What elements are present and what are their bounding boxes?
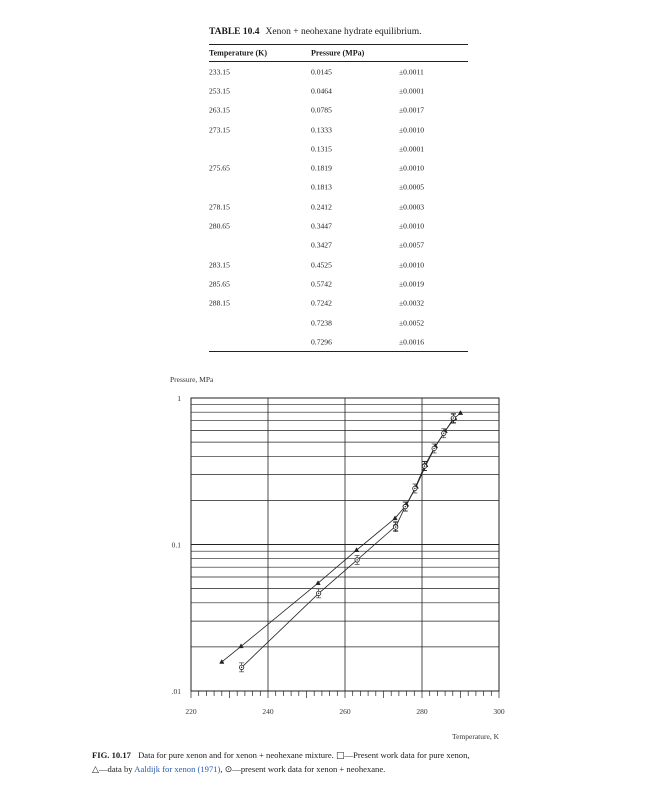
table-bottom-rule [209, 351, 468, 352]
x-tick-label: 240 [262, 707, 274, 716]
triangle-symbol-icon: △ [92, 764, 99, 775]
table-title: Xenon + neohexane hydrate equilibrium. [265, 27, 422, 37]
y-tick-label: .01 [171, 687, 181, 696]
data-point-triangle [354, 548, 358, 552]
cell-pressure: 0.0145 [311, 67, 332, 77]
cell-uncertainty: ±0.0010 [399, 260, 425, 270]
cell-pressure: 0.3427 [311, 240, 332, 250]
marker-dot [405, 506, 406, 507]
marker-dot [241, 667, 242, 668]
marker-dot [356, 559, 357, 560]
reference-link[interactable]: Aaldijk for xenon (1971) [134, 763, 221, 774]
y-tick-label: 1 [177, 394, 181, 403]
cell-uncertainty: ±0.0016 [399, 337, 425, 347]
marker-dot [453, 417, 454, 418]
cell-pressure: 0.0464 [311, 86, 332, 96]
figure-label: FIG. 10.17 [92, 750, 131, 760]
cell-pressure: 0.7296 [311, 337, 332, 347]
cell-temperature: 233.15 [209, 67, 230, 77]
caption-text-5: —present work data for xenon + neohexane. [232, 763, 386, 774]
table-row [209, 178, 468, 197]
table-row [209, 274, 468, 293]
y-axis-label: Pressure, MPa [170, 375, 214, 384]
x-axis-label: Temperature, K [452, 732, 499, 741]
cell-uncertainty: ±0.0052 [399, 318, 425, 327]
x-tick-label: 220 [185, 707, 197, 716]
cell-uncertainty: ±0.0001 [399, 86, 425, 96]
marker-dot [395, 526, 396, 527]
table-row [209, 294, 468, 313]
table-row [209, 62, 468, 81]
cell-uncertainty: ±0.0057 [399, 240, 425, 250]
cell-temperature: 275.65 [209, 163, 230, 173]
cell-uncertainty: ±0.0010 [399, 163, 425, 173]
table-row [209, 313, 468, 332]
cell-pressure: 0.7242 [311, 298, 332, 308]
data-point-triangle [458, 411, 462, 415]
figure-10-17 [0, 360, 647, 780]
cell-uncertainty: ±0.0032 [399, 298, 425, 308]
circle-symbol-icon: ⊙ [224, 764, 233, 775]
data-point-circle [355, 555, 360, 564]
cell-temperature: 288.15 [209, 298, 230, 308]
cell-uncertainty: ±0.0005 [399, 182, 425, 192]
cell-pressure: 0.3447 [311, 221, 332, 231]
data-point-triangle [220, 659, 224, 663]
data-point-circle [239, 663, 244, 672]
cell-uncertainty: ±0.0003 [399, 202, 425, 212]
caption-text-1: Data for pure xenon and for xenon + neohexane mixture. [138, 750, 334, 760]
table-row [209, 81, 468, 100]
table-header-row [209, 45, 468, 61]
table-row [209, 101, 468, 120]
chart-grid [191, 398, 499, 691]
cell-pressure: 0.7238 [311, 318, 332, 327]
cell-temperature: 280.65 [209, 221, 230, 231]
marker-dot [318, 593, 319, 594]
cell-uncertainty: ±0.0010 [399, 125, 425, 135]
caption-text-2: —Present work data for pure xenon, [344, 750, 470, 760]
marker-dot [433, 448, 434, 449]
x-tick-label: 280 [416, 707, 428, 716]
data-point-triangle [239, 644, 243, 648]
cell-uncertainty: ±0.0017 [399, 105, 425, 115]
cell-temperature: 263.15 [209, 105, 230, 115]
cell-uncertainty: ±0.0019 [399, 279, 425, 289]
cell-uncertainty: ±0.0010 [399, 221, 425, 231]
table-row [209, 158, 468, 177]
y-tick-label: 0.1 [171, 540, 181, 550]
chart-series [220, 411, 463, 672]
cell-pressure: 0.1813 [311, 182, 332, 192]
square-symbol-icon: □ [335, 751, 345, 761]
cell-pressure: 0.0785 [311, 105, 332, 115]
x-tick-label: 260 [339, 707, 351, 716]
table-row [209, 197, 468, 216]
cell-pressure: 0.4525 [311, 260, 332, 270]
table-body [209, 62, 468, 351]
table-row [209, 216, 468, 235]
pressure-temperature-chart [0, 360, 647, 780]
cell-temperature: 278.15 [209, 202, 230, 212]
cell-pressure: 0.2412 [311, 202, 332, 212]
caption-text-3: —data by [98, 763, 133, 774]
table-row [209, 332, 468, 351]
series-line-triangle [222, 413, 461, 662]
cell-pressure: 0.1333 [311, 125, 332, 135]
marker-dot [424, 465, 425, 466]
cell-temperature: 253.15 [209, 86, 230, 96]
header-pressure: Pressure (MPa) [311, 48, 365, 58]
cell-pressure: 0.5742 [311, 279, 332, 289]
x-tick-label: 300 [493, 707, 505, 716]
cell-pressure: 0.1819 [311, 163, 332, 173]
table-row [209, 139, 468, 158]
table-10-4 [209, 25, 468, 352]
marker-dot [414, 488, 415, 489]
cell-uncertainty: ±0.0001 [399, 144, 425, 154]
cell-pressure: 0.1315 [311, 144, 332, 154]
cell-uncertainty: ±0.0011 [399, 67, 424, 77]
table-row [209, 120, 468, 139]
data-point-circle [316, 589, 321, 598]
figure-caption [92, 749, 612, 776]
table-caption [209, 25, 468, 39]
caption-text-4: , [220, 763, 223, 774]
cell-temperature: 283.15 [209, 260, 230, 270]
table-number: TABLE 10.4 [209, 27, 260, 37]
table-row [209, 255, 468, 274]
header-temperature: Temperature (K) [209, 48, 267, 58]
cell-temperature: 285.65 [209, 279, 230, 289]
marker-dot [443, 433, 444, 434]
table-row [209, 236, 468, 255]
cell-temperature: 273.15 [209, 125, 230, 135]
